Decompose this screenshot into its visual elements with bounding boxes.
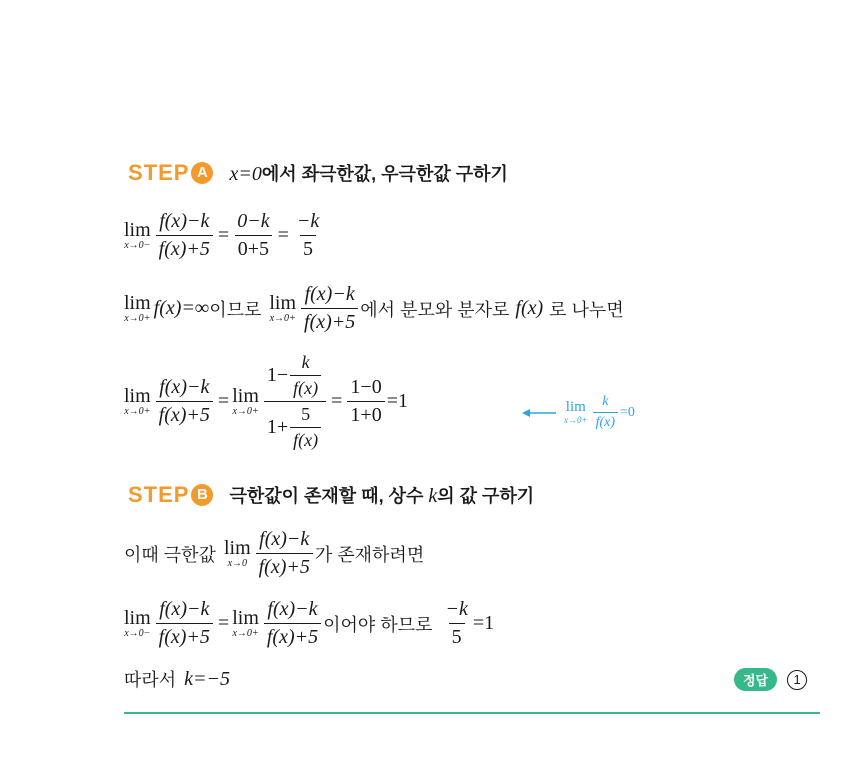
math-expression: f(x)=∞ [153,297,210,319]
note-limit: lim x→0+ [564,398,588,425]
condition-line [124,528,424,579]
math-expression: f(x) [515,297,544,319]
note-fraction: $\frac{k}{f(x)}$ [593,394,618,431]
text: 로 나누면 [549,299,624,320]
fraction: $\frac{0-k}{0+5}$ [234,210,272,261]
fraction: $\frac{f(x)-k}{f(x)+5}$ [264,598,321,649]
infinity-line [124,283,624,334]
limit-operator: lim x→0+ [232,607,259,639]
result: =1 [472,612,495,634]
right-limit-line: lim x→0+ $\frac{f(x)-k}{f(x)+5}$ = lim x→0+ 1− $\frac{k}{f(x)}$ 1+ $\frac{5}{f(x)}$ = $\frac{1-0}{1+0}$ =1 [124,352,408,450]
limit-operator: lim x→0+ [269,292,297,324]
step-a-title-text: 에서 좌극한값, 우극한값 구하기 [261,164,508,184]
fraction: $\frac{-k}{5}$ [296,210,320,260]
note-annotation: lim x→0+ $\frac{k}{f(x)}$ =0 [522,394,635,431]
compound-fraction: 1− $\frac{k}{f(x)}$ 1+ $\frac{5}{f(x)}$ [264,352,326,451]
step-label: STEP [128,160,190,185]
step-label: STEP [128,482,190,507]
equality-line: lim x→0− $\frac{f(x)-k}{f(x)+5}$ = lim x→0+ $\frac{f(x)-k}{f(x)+5}$ 이어야 하므로 $\frac{-k}{5}$ =1 [124,598,495,648]
limit-operator: lim x→0 [223,537,251,569]
answer-choice: 1 [787,670,807,690]
text: 에서 분모와 분자로 [360,299,510,320]
step-a-title-math: x=0 [229,163,262,185]
divider [124,712,820,714]
text: 이므로 [209,299,262,320]
math-expression: k=−5 [184,667,231,690]
fraction: $\frac{f(x)-k}{f(x)+5}$ [256,528,313,579]
text: 가 존재하려면 [314,544,425,565]
limit-operator: lim x→0− [124,607,151,639]
limit-operator: lim x→0+ [124,292,151,324]
arrow-left-icon [522,408,556,418]
step-b-badge: B [191,484,213,506]
step-a-title [229,160,507,186]
answer-badge: 정답 [734,668,777,691]
step-b-header [128,482,534,508]
result: =1 [386,390,408,412]
fraction: $\frac{f(x)-k}{f(x)+5}$ [156,376,213,427]
left-limit-line: lim x→0− $\frac{f(x)-k}{f(x)+5}$ = $\frac{0-k}{0+5}$ = $\frac{-k}{5}$ [124,210,324,261]
step-a-badge: A [191,162,213,184]
fraction: $\frac{-k}{5}$ [445,598,468,648]
fraction: $\frac{f(x)-k}{f(x)+5}$ [156,598,213,649]
fraction: $\frac{1-0}{1+0}$ [347,376,384,427]
answer-block [734,668,807,691]
fraction: $\frac{f(x)-k}{f(x)+5}$ [301,283,358,334]
limit-operator: lim x→0− [124,219,151,251]
text: 이어야 하므로 [323,614,433,635]
text: 이때 극한값 [124,544,216,565]
limit-operator: lim x→0+ [124,385,151,417]
conclusion-line [124,666,230,692]
limit-operator: lim x→0+ [232,385,259,417]
step-b-title: 극한값이 존재할 때, 상수 k의 값 구하기 [229,485,535,507]
fraction: $\frac{f(x)-k}{f(x)+5}$ [156,210,213,261]
step-a-header [128,160,508,186]
text: 따라서 [124,670,177,690]
